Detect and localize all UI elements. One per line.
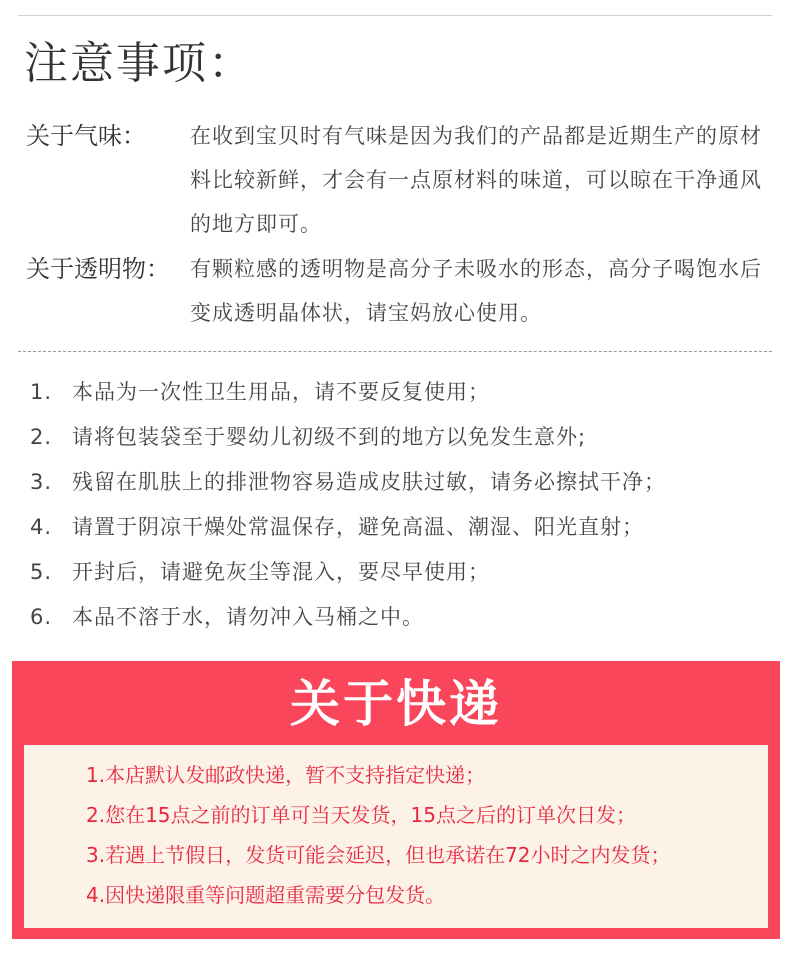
list-item: 2. 请将包装袋至于婴幼儿初级不到的地方以免发生意外; [30, 425, 587, 449]
top-divider [18, 15, 772, 16]
list-item: 6. 本品不溶于水，请勿冲入马桶之中。 [30, 605, 424, 629]
note-label-smell: 关于气味： [26, 122, 146, 150]
express-panel [24, 745, 768, 928]
page-title: 注意事项： [24, 38, 254, 89]
note-transparent [26, 247, 766, 335]
express-item: 1.本店默认发邮政快递，暂不支持指定快递； [86, 763, 486, 787]
usage-list [30, 370, 666, 640]
note-text-smell: 在收到宝贝时有气味是因为我们的产品都是近期生产的原材料比较新鲜，才会有一点原材料的味道，可以晾在干净通风的地方即可。 [190, 124, 762, 236]
list-item: 4. 请置于阴凉干燥处常温保存，避免高温、潮湿、阳光直射； [30, 515, 644, 539]
list-item: 5. 开封后，请避免灰尘等混入，要尽早使用； [30, 560, 490, 584]
note-text-transparent: 有颗粒感的透明物是高分子未吸水的形态，高分子喝饱水后变成透明晶体状，请宝妈放心使用。 [190, 257, 762, 325]
note-smell [26, 114, 766, 246]
express-item: 2.您在15点之前的订单可当天发货，15点之后的订单次日发； [86, 803, 636, 827]
express-item: 3.若遇上节假日，发货可能会延迟，但也承诺在72小时之内发货； [86, 843, 671, 867]
dashed-divider [18, 351, 772, 352]
express-section [12, 661, 780, 939]
express-heading: 关于快递 [290, 675, 502, 733]
express-item: 4.因快递限重等问题超重需要分包发货。 [86, 883, 446, 907]
note-label-transparent: 关于透明物： [26, 255, 170, 283]
list-item: 1. 本品为一次性卫生用品，请不要反复使用； [30, 380, 490, 404]
list-item: 3. 残留在肌肤上的排泄物容易造成皮肤过敏，请务必擦拭干净； [30, 470, 666, 494]
express-list [86, 755, 671, 915]
